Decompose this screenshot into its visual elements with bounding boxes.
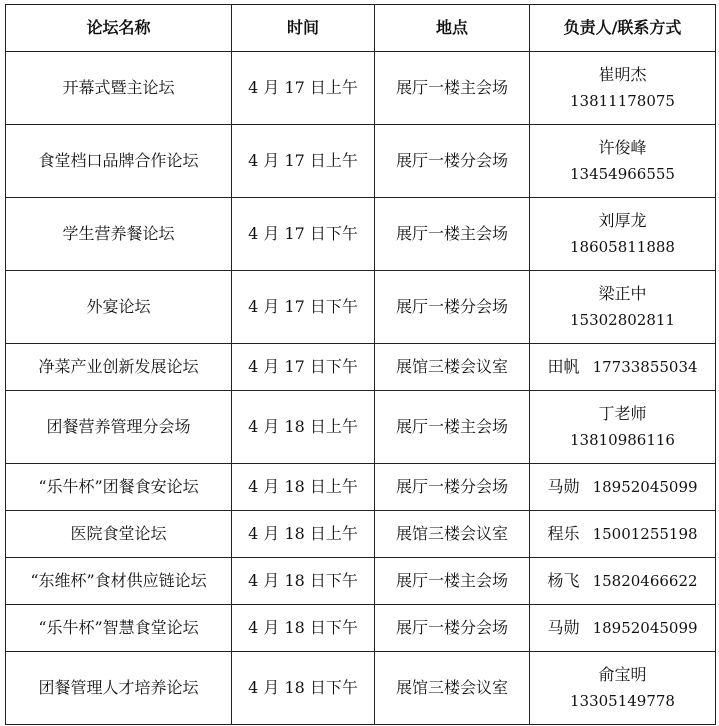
time-cell: 4 月 18 日下午 — [232, 652, 375, 725]
contact-phone: 15001255198 — [592, 525, 698, 543]
contact-cell — [530, 125, 716, 198]
contact-phone: 13811178075 — [570, 92, 675, 110]
table-row — [6, 652, 716, 725]
contact-phone: 13454966555 — [570, 165, 675, 183]
contact-cell — [530, 198, 716, 271]
header-time: 时间 — [232, 5, 375, 52]
venue-cell: 展馆三楼会议室 — [375, 511, 530, 558]
venue-cell: 展馆三楼会议室 — [375, 344, 530, 391]
contact-person: 马勋 — [547, 477, 580, 496]
time-cell: 4 月 17 日上午 — [232, 52, 375, 125]
venue-cell: 展厅一楼主会场 — [375, 52, 530, 125]
contact-cell — [530, 652, 716, 725]
contact-person: 许俊峰 — [598, 138, 647, 157]
time-cell: 4 月 18 日上午 — [232, 391, 375, 464]
table-row — [6, 558, 716, 605]
forum-name-cell: 医院食堂论坛 — [6, 511, 232, 558]
contact-cell — [530, 344, 716, 391]
forum-schedule-table — [5, 4, 716, 725]
header-forum-name: 论坛名称 — [6, 5, 232, 52]
forum-name-cell: 食堂档口品牌合作论坛 — [6, 125, 232, 198]
contact-person: 杨飞 — [547, 571, 580, 590]
contact-cell — [530, 605, 716, 652]
time-cell: 4 月 18 日下午 — [232, 558, 375, 605]
venue-cell: 展馆三楼会议室 — [375, 652, 530, 725]
contact-person: 田帆 — [547, 357, 580, 376]
contact-phone: 15302802811 — [570, 311, 675, 329]
contact-person: 梁正中 — [598, 284, 647, 303]
forum-name-cell: “乐牛杯”团餐食安论坛 — [6, 464, 232, 511]
forum-name-cell: 开幕式暨主论坛 — [6, 52, 232, 125]
table-row — [6, 391, 716, 464]
contact-cell — [530, 511, 716, 558]
contact-person: 崔明杰 — [598, 65, 647, 84]
time-cell: 4 月 18 日上午 — [232, 464, 375, 511]
contact-phone: 18605811888 — [570, 238, 675, 256]
table-row — [6, 464, 716, 511]
contact-cell — [530, 391, 716, 464]
forum-name-cell: 团餐管理人才培养论坛 — [6, 652, 232, 725]
table-row — [6, 511, 716, 558]
contact-person: 马勋 — [547, 618, 580, 637]
contact-phone: 13810986116 — [570, 431, 675, 449]
table-row — [6, 125, 716, 198]
table-row — [6, 344, 716, 391]
contact-person: 俞宝明 — [598, 665, 647, 684]
forum-name-cell: “乐牛杯”智慧食堂论坛 — [6, 605, 232, 652]
forum-name-cell: 学生营养餐论坛 — [6, 198, 232, 271]
time-cell: 4 月 17 日下午 — [232, 198, 375, 271]
venue-cell: 展厅一楼主会场 — [375, 558, 530, 605]
contact-cell — [530, 271, 716, 344]
contact-person: 程乐 — [547, 524, 580, 543]
time-cell: 4 月 18 日下午 — [232, 605, 375, 652]
contact-phone: 17733855034 — [592, 358, 698, 376]
time-cell: 4 月 17 日下午 — [232, 271, 375, 344]
table-row — [6, 605, 716, 652]
table-row — [6, 52, 716, 125]
contact-cell — [530, 558, 716, 605]
table-row — [6, 271, 716, 344]
table-row — [6, 198, 716, 271]
contact-cell — [530, 52, 716, 125]
venue-cell: 展厅一楼主会场 — [375, 391, 530, 464]
time-cell: 4 月 17 日下午 — [232, 344, 375, 391]
forum-name-cell: “东维杯”食材供应链论坛 — [6, 558, 232, 605]
time-cell: 4 月 18 日上午 — [232, 511, 375, 558]
time-cell: 4 月 17 日上午 — [232, 125, 375, 198]
venue-cell: 展厅一楼分会场 — [375, 464, 530, 511]
contact-person: 刘厚龙 — [598, 211, 647, 230]
venue-cell: 展厅一楼主会场 — [375, 198, 530, 271]
contact-phone: 15820466622 — [592, 572, 698, 590]
contact-phone: 18952045099 — [592, 619, 698, 637]
header-contact: 负责人/联系方式 — [530, 5, 716, 52]
contact-phone: 13305149778 — [570, 692, 675, 710]
contact-cell — [530, 464, 716, 511]
header-venue: 地点 — [375, 5, 530, 52]
contact-phone: 18952045099 — [592, 478, 698, 496]
forum-name-cell: 团餐营养管理分会场 — [6, 391, 232, 464]
header-row — [6, 5, 716, 52]
venue-cell: 展厅一楼分会场 — [375, 605, 530, 652]
venue-cell: 展厅一楼分会场 — [375, 125, 530, 198]
venue-cell: 展厅一楼分会场 — [375, 271, 530, 344]
forum-name-cell: 净菜产业创新发展论坛 — [6, 344, 232, 391]
contact-person: 丁老师 — [598, 404, 647, 423]
forum-name-cell: 外宴论坛 — [6, 271, 232, 344]
